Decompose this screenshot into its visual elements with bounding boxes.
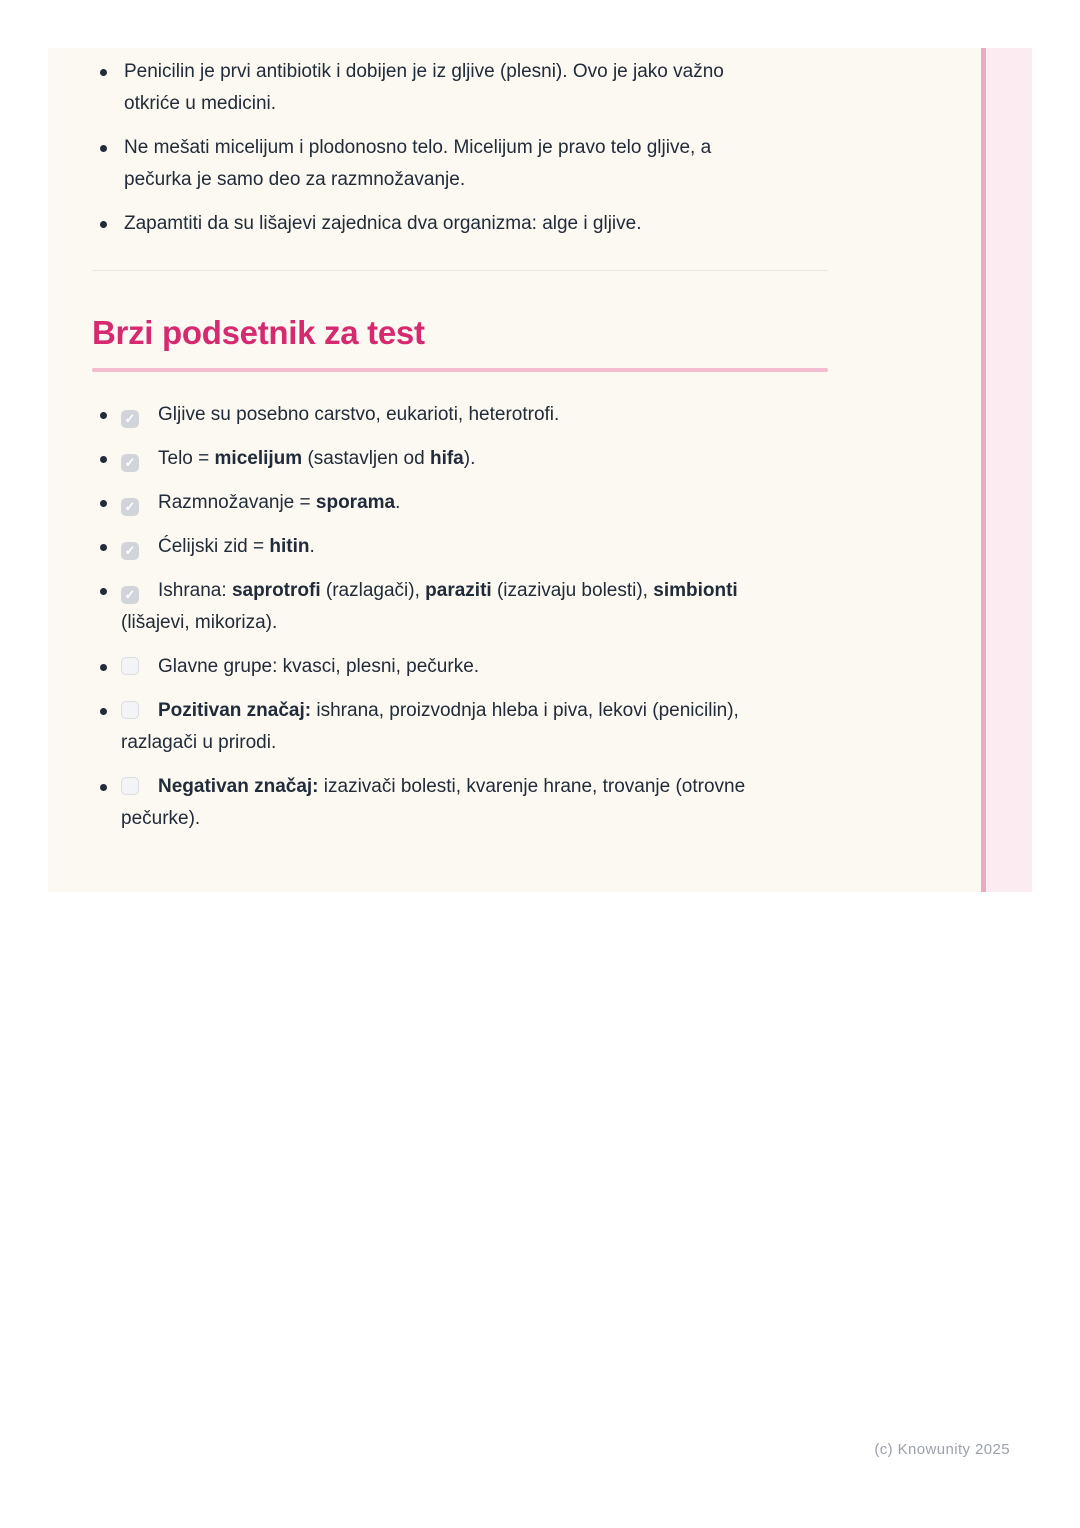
text-segment: Penicilin je prvi antibiotik i dobijen je iz gljive (plesni). Ovo je jako važno: [124, 61, 724, 82]
text-segment: razlagači u prirodi.: [121, 732, 277, 753]
bullet-dot: [100, 145, 107, 152]
bullet-icon: [92, 56, 124, 76]
bullet-dot: [100, 69, 107, 76]
note-text: [124, 132, 828, 196]
checklist-text: [121, 575, 828, 639]
checklist-item: [92, 651, 828, 683]
bullet-dot: [100, 412, 107, 419]
bullet-icon: [92, 771, 121, 791]
text-segment: paraziti: [425, 580, 492, 601]
text-segment: (izazivaju bolesti),: [491, 580, 654, 601]
checklist-text: [121, 487, 828, 519]
bullet-icon: [92, 399, 121, 419]
bullet-icon: [92, 695, 121, 715]
checklist-text: [121, 695, 828, 759]
checklist-item: [92, 399, 828, 431]
text-segment: simbionti: [653, 580, 738, 601]
checklist-item: [92, 695, 828, 759]
text-segment: (razlagači),: [320, 580, 426, 601]
note-card: [48, 48, 1032, 892]
checkbox-checked-icon[interactable]: ✓: [121, 410, 139, 428]
bullet-icon: [92, 132, 124, 152]
text-segment: ishrana, proizvodnja hleba i piva, lekovi (penicilin),: [311, 700, 739, 721]
bullet-icon: [92, 443, 121, 463]
text-segment: izazivači bolesti, kvarenje hrane, trovanje (otrovne: [318, 776, 746, 797]
text-segment: Telo =: [158, 448, 215, 469]
note-text: [124, 208, 828, 240]
checkbox-checked-icon[interactable]: ✓: [121, 454, 139, 472]
bullet-icon: [92, 208, 124, 228]
checkbox-checked-icon[interactable]: ✓: [121, 542, 139, 560]
list-item: [92, 56, 828, 120]
notes-list: [92, 56, 828, 240]
text-segment: micelijum: [214, 448, 303, 469]
list-item: [92, 132, 828, 196]
bullet-dot: [100, 544, 107, 551]
section-divider: [92, 270, 828, 271]
checklist-text: [121, 399, 828, 431]
checkbox-unchecked-icon[interactable]: [121, 701, 139, 719]
bullet-dot: [100, 664, 107, 671]
checklist-text: [121, 443, 828, 475]
text-segment: Negativan značaj:: [158, 776, 319, 797]
text-segment: hitin: [269, 536, 310, 557]
bullet-dot: [100, 500, 107, 507]
bullet-icon: [92, 575, 121, 595]
checklist-text: [121, 651, 828, 683]
text-segment: Razmnožavanje =: [158, 492, 316, 513]
heading-underline: [92, 368, 828, 372]
section-heading: Brzi podsetnik za test: [92, 314, 425, 351]
text-segment: (sastavljen od: [302, 448, 430, 469]
note-text: [124, 56, 828, 120]
checkbox-checked-icon[interactable]: ✓: [121, 586, 139, 604]
text-segment: Gljive su posebno carstvo, eukarioti, heterotrofi.: [158, 404, 560, 425]
checklist-item: [92, 531, 828, 563]
checklist-item: [92, 443, 828, 475]
bullet-icon: [92, 531, 121, 551]
text-segment: Ne mešati micelijum i plodonosno telo. Micelijum je pravo telo gljive, a: [124, 137, 712, 158]
list-item: [92, 208, 828, 240]
text-segment: saprotrofi: [231, 580, 321, 601]
text-segment: Zapamtiti da su lišajevi zajednica dva organizma: alge i gljive.: [124, 213, 642, 234]
text-segment: hifa: [429, 448, 464, 469]
text-segment: Pozitivan značaj:: [158, 700, 312, 721]
text-segment: pečurka je samo deo za razmnožavanje.: [124, 169, 466, 190]
note-content: [48, 48, 828, 835]
checkbox-checked-icon[interactable]: ✓: [121, 498, 139, 516]
text-segment: sporama: [315, 492, 396, 513]
bullet-dot: [100, 588, 107, 595]
text-segment: ).: [463, 448, 476, 469]
bullet-dot: [100, 784, 107, 791]
copyright: (c) Knowunity 2025: [874, 1441, 1010, 1458]
checklist-item: [92, 575, 828, 639]
checklist-item: [92, 771, 828, 835]
page-edge-stripe: [981, 48, 1032, 892]
text-segment: .: [395, 492, 401, 513]
bullet-icon: [92, 651, 121, 671]
checklist-text: [121, 771, 828, 835]
text-segment: Ćelijski zid =: [158, 536, 270, 557]
text-segment: otkriće u medicini.: [124, 93, 277, 114]
checkbox-unchecked-icon[interactable]: [121, 657, 139, 675]
text-segment: pečurke).: [121, 808, 201, 829]
bullet-dot: [100, 456, 107, 463]
checklist-item: [92, 487, 828, 519]
checklist: [92, 399, 828, 835]
text-segment: (lišajevi, mikoriza).: [121, 612, 278, 633]
bullet-icon: [92, 487, 121, 507]
bullet-dot: [100, 221, 107, 228]
bullet-dot: [100, 708, 107, 715]
text-segment: .: [309, 536, 315, 557]
text-segment: Glavne grupe: kvasci, plesni, pečurke.: [158, 656, 480, 677]
checkbox-unchecked-icon[interactable]: [121, 777, 139, 795]
text-segment: Ishrana:: [158, 580, 232, 601]
checklist-text: [121, 531, 828, 563]
